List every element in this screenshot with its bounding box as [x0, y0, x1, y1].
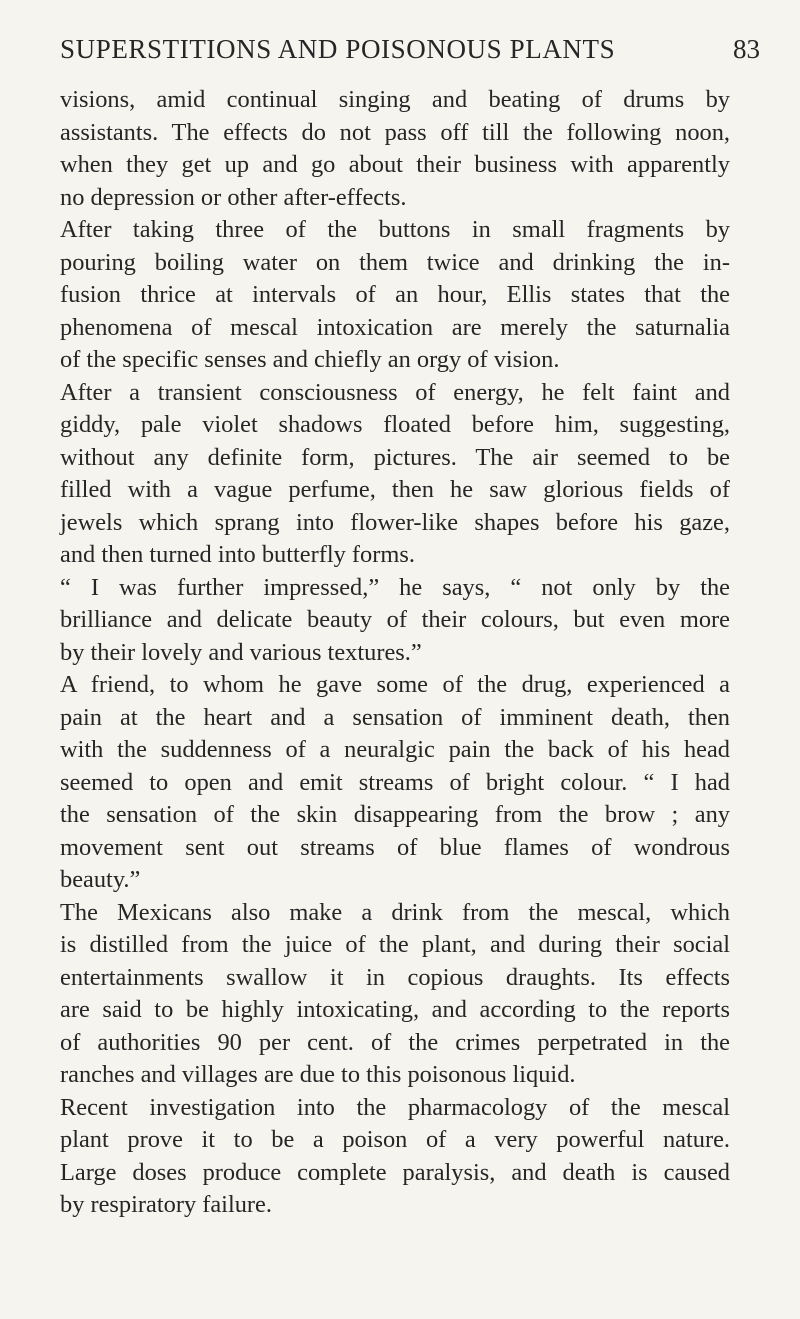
text-line: filled with a vague perfume, then he saw glorious fields of — [60, 476, 730, 503]
text-line: of the specific senses and chiefly an orgy of vision. — [60, 346, 560, 373]
text-line: with the suddenness of a neuralgic pain the back of his head — [60, 736, 730, 763]
text-line: pain at the heart and a sensation of imminent death, then — [60, 703, 730, 731]
text-line: jewels which sprang into flower-like shapes before his gaze, — [60, 508, 730, 536]
text-line: fusion thrice at intervals of an hour, Ellis states that the — [60, 281, 730, 308]
text-line: entertainments swallow it in copious draughts. Its effects — [60, 963, 730, 991]
text-line: brilliance and delicate beauty of their colours, but even more — [60, 606, 730, 633]
text-line: plant prove it to be a poison of a very powerful nature. — [60, 1126, 730, 1153]
text-line: Large doses produce complete paralysis, and death is caused — [60, 1158, 730, 1186]
running-head-title: SUPERSTITIONS AND POISONOUS PLANTS — [60, 34, 616, 64]
text-line: Recent investigation into the pharmacology of the mescal — [60, 1093, 730, 1121]
text-line: phenomena of mescal intoxication are merely the saturnalia — [60, 313, 730, 341]
text-line: by respiratory failure. — [60, 1191, 272, 1218]
text-line: beauty.” — [60, 866, 141, 893]
text-line: and then turned into butterfly forms. — [60, 541, 415, 568]
text-line: pouring boiling water on them twice and drinking the in- — [60, 248, 730, 276]
page-number: 83 — [733, 34, 760, 64]
text-line: The Mexicans also make a drink from the mescal, which — [60, 898, 730, 926]
text-line: ranches and villages are due to this poisonous liquid. — [60, 1061, 576, 1088]
text-line: seemed to open and emit streams of bright colour. “ I had — [60, 768, 730, 796]
text-line: of authorities 90 per cent. of the crimes perpetrated in the — [60, 1028, 730, 1056]
text-line: when they get up and go about their business with apparently — [60, 151, 730, 178]
text-line: is distilled from the juice of the plant, and during their social — [60, 931, 730, 958]
running-head — [60, 34, 760, 74]
text-line: movement sent out streams of blue flames of wondrous — [60, 833, 730, 861]
text-line: without any definite form, pictures. The air seemed to be — [60, 443, 730, 471]
text-line: by their lovely and various textures.” — [60, 638, 422, 666]
text-line: A friend, to whom he gave some of the drug, experienced a — [60, 671, 730, 698]
text-line: giddy, pale violet shadows floated before him, suggesting, — [60, 411, 730, 438]
text-line: “ I was further impressed,” he says, “ not only by the — [60, 573, 730, 601]
text-line: are said to be highly intoxicating, and according to the reports — [60, 996, 730, 1023]
text-line: After a transient consciousness of energy, he felt faint and — [60, 378, 730, 406]
text-line: the sensation of the skin disappearing from the brow ; any — [60, 801, 730, 828]
text-line: visions, amid continual singing and beating of drums by — [60, 86, 730, 113]
text-line: assistants. The effects do not pass off till the following noon, — [60, 118, 730, 146]
text-line: no depression or other after-effects. — [60, 183, 407, 211]
text-line: After taking three of the buttons in small fragments by — [60, 216, 730, 243]
body-text — [60, 84, 730, 1222]
